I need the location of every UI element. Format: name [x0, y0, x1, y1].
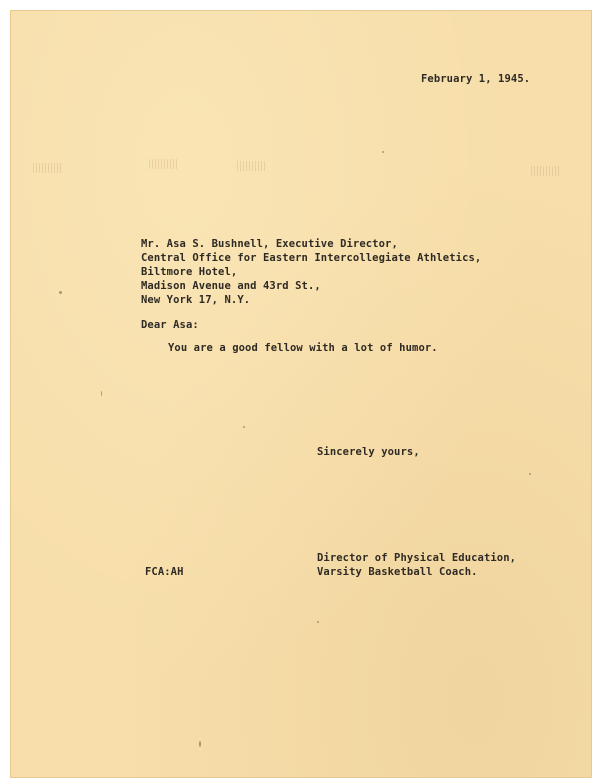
letter-date: February 1, 1945.	[421, 73, 531, 85]
paper-fleck	[101, 391, 102, 396]
paper-streak	[531, 166, 559, 176]
letter-body: You are a good fellow with a lot of humor.	[168, 342, 438, 354]
paper-fleck	[317, 621, 319, 623]
paper-streak	[149, 159, 177, 169]
address-line: Mr. Asa S. Bushnell, Executive Director,	[141, 238, 398, 250]
paper-streak	[33, 163, 61, 173]
paper-fleck	[243, 426, 245, 428]
paper-fleck	[529, 473, 531, 475]
salutation: Dear Asa:	[141, 319, 199, 331]
address-line: Biltmore Hotel,	[141, 266, 238, 278]
paper-fleck	[59, 291, 62, 294]
address-line: Madison Avenue and 43rd St.,	[141, 280, 321, 292]
paper-fleck	[199, 741, 201, 747]
paper-fleck	[382, 151, 384, 153]
signature-title-line: Director of Physical Education,	[317, 552, 517, 564]
signature-title-line: Varsity Basketball Coach.	[317, 566, 478, 578]
address-line: New York 17, N.Y.	[141, 294, 251, 306]
closing: Sincerely yours,	[317, 446, 420, 458]
address-line: Central Office for Eastern Intercollegiate Athletics,	[141, 252, 482, 264]
letter-page	[10, 10, 592, 778]
reference-initials: FCA:AH	[145, 566, 184, 578]
paper-streak	[237, 161, 265, 171]
